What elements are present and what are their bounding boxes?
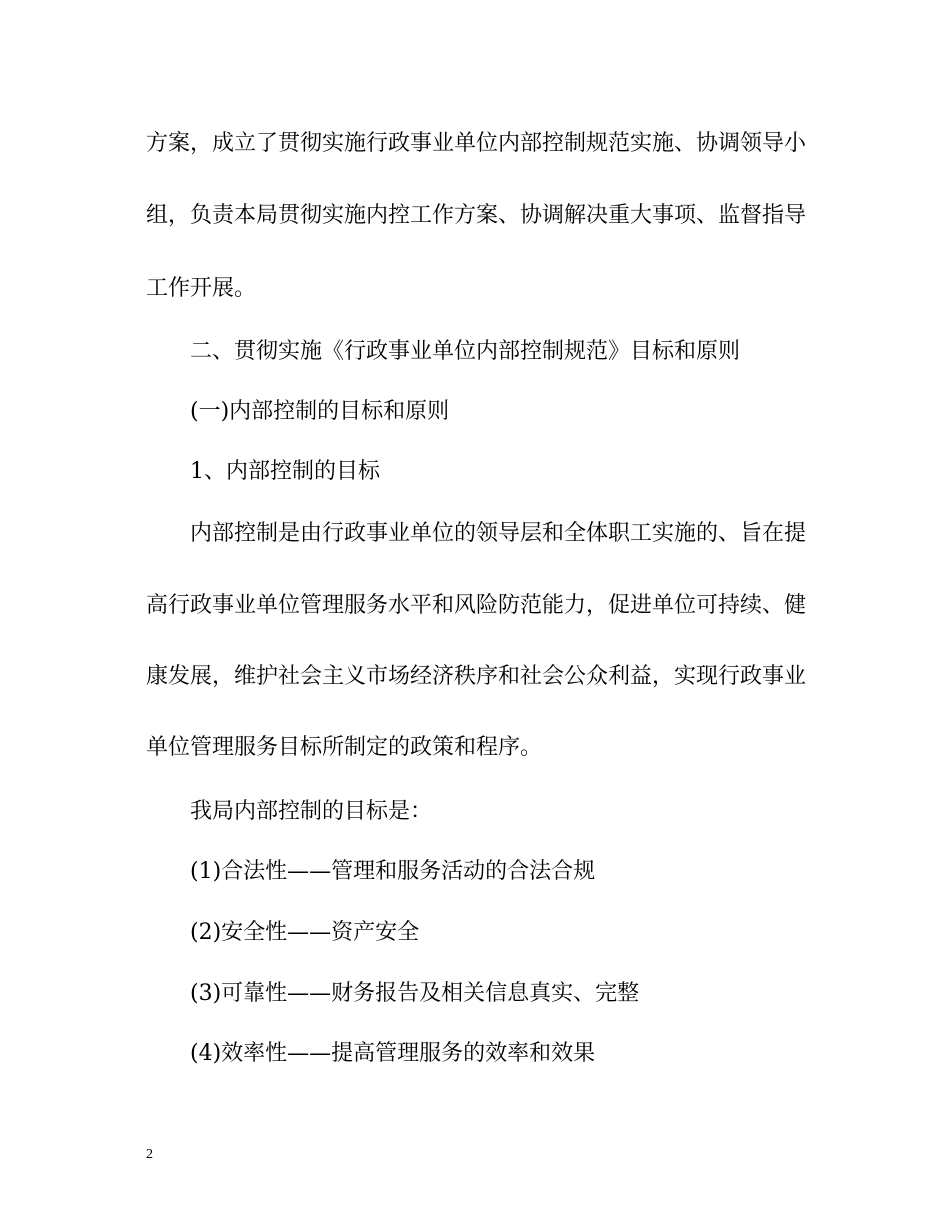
list-item: (4)效率性——提高管理服务的效率和效果 [190, 1041, 596, 1066]
list-item: (3)可靠性——财务报告及相关信息真实、完整 [190, 981, 640, 1006]
subsection-heading: 1、内部控制的目标 [190, 459, 380, 484]
body-text-line: 康发展，维护社会主义市场经济秩序和社会公众利益，实现行政事业 [146, 664, 807, 689]
body-text-line: 方案，成立了贯彻实施行政事业单位内部控制规范实施、协调领导小 [146, 131, 807, 156]
body-text-line: 我局内部控制的目标是： [190, 799, 433, 824]
page-number: 2 [146, 1147, 153, 1162]
body-text-line: 高行政事业单位管理服务水平和风险防范能力，促进单位可持续、健 [146, 593, 807, 618]
body-text-line: 内部控制是由行政事业单位的领导层和全体职工实施的、旨在提 [190, 521, 807, 546]
subsection-heading: (一)内部控制的目标和原则 [190, 399, 450, 424]
list-item: (2)安全性——资产安全 [190, 920, 420, 945]
body-text-line: 工作开展。 [146, 276, 257, 301]
list-item: (1)合法性——管理和服务活动的合法合规 [190, 859, 596, 884]
body-text-line: 组，负责本局贯彻实施内控工作方案、协调解决重大事项、监督指导 [146, 203, 807, 228]
body-text-line: 单位管理服务目标所制定的政策和程序。 [146, 735, 543, 760]
section-heading: 二、贯彻实施《行政事业单位内部控制规范》目标和原则 [190, 339, 741, 364]
